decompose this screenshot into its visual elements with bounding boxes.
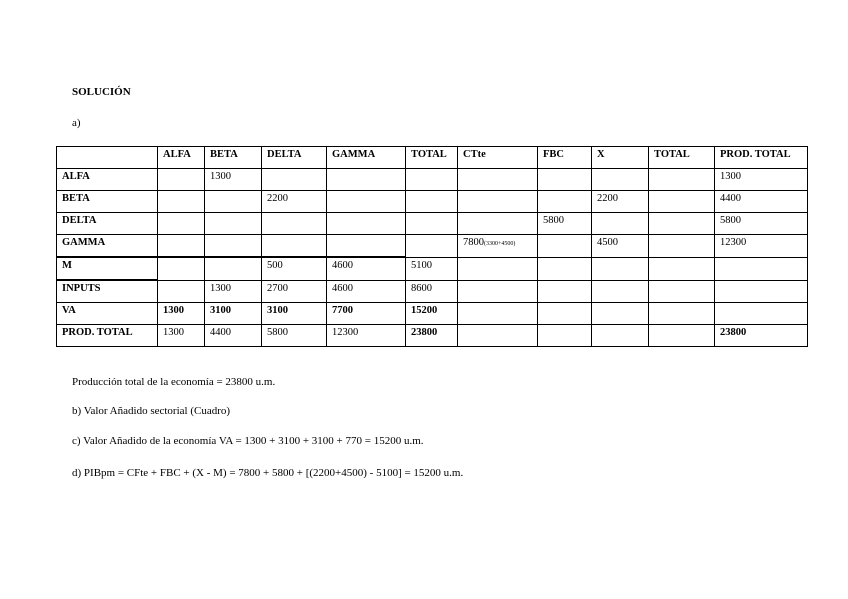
table-cell: 2200: [262, 191, 327, 213]
table-cell: [592, 169, 649, 191]
input-output-table: [56, 146, 808, 347]
row-label: ALFA: [57, 169, 158, 191]
table-row: [57, 325, 808, 347]
row-label: BETA: [57, 191, 158, 213]
table-cell: [649, 169, 715, 191]
col-header: BETA: [205, 147, 262, 169]
table-cell: [158, 280, 205, 303]
table-cell: [715, 257, 808, 280]
row-label: M: [57, 257, 158, 280]
table-cell: 23800: [715, 325, 808, 347]
table-cell: [262, 169, 327, 191]
table-row: [57, 280, 808, 303]
table-cell: 7700: [327, 303, 406, 325]
table-cell: [649, 303, 715, 325]
table-row: [57, 169, 808, 191]
table-cell: [458, 257, 538, 280]
table-cell: 8600: [406, 280, 458, 303]
table-cell: [262, 213, 327, 235]
table-cell: [327, 235, 406, 258]
col-header: X: [592, 147, 649, 169]
table-cell: 4600: [327, 280, 406, 303]
table-cell: [715, 280, 808, 303]
table-cell: 15200: [406, 303, 458, 325]
part-a-label: a): [72, 117, 81, 129]
table-cell-ctte: [458, 235, 538, 258]
table-cell: [538, 325, 592, 347]
table-cell: [406, 169, 458, 191]
table-cell: [538, 235, 592, 258]
table-cell: 23800: [406, 325, 458, 347]
row-label: GAMMA: [57, 235, 158, 258]
table-row: [57, 257, 808, 280]
table-cell: [406, 235, 458, 258]
col-header: PROD. TOTAL: [715, 147, 808, 169]
table-cell: 5100: [406, 257, 458, 280]
total-production-note: Producción total de la economía = 23800 u.m.: [72, 376, 276, 388]
row-label: INPUTS: [57, 280, 158, 303]
table-row: [57, 213, 808, 235]
col-header: TOTAL: [649, 147, 715, 169]
table-cell: [458, 213, 538, 235]
table-cell: [538, 280, 592, 303]
table-cell: 1300: [715, 169, 808, 191]
table-cell: 5800: [262, 325, 327, 347]
table-cell: 1300: [205, 280, 262, 303]
table-cell: [158, 213, 205, 235]
row-label: PROD. TOTAL: [57, 325, 158, 347]
table-cell: [715, 303, 808, 325]
table-cell: [538, 169, 592, 191]
table-cell: [649, 280, 715, 303]
table-cell: [538, 303, 592, 325]
table-cell: [592, 303, 649, 325]
table-cell: 4600: [327, 257, 406, 280]
table-cell: [649, 235, 715, 258]
table-cell: [592, 325, 649, 347]
table-cell: [406, 213, 458, 235]
table-cell: [458, 169, 538, 191]
table-cell: [649, 213, 715, 235]
header-row: [57, 147, 808, 169]
table-cell: [158, 235, 205, 258]
table-cell: 2200: [592, 191, 649, 213]
table-cell: [458, 303, 538, 325]
part-b-note: b) Valor Añadido sectorial (Cuadro): [72, 405, 231, 417]
table-cell: [205, 257, 262, 280]
table-cell: [458, 191, 538, 213]
table-cell: [205, 191, 262, 213]
table-cell: 4400: [715, 191, 808, 213]
table-cell: [649, 325, 715, 347]
table-cell: [649, 191, 715, 213]
table-cell: 5800: [715, 213, 808, 235]
table-cell: 500: [262, 257, 327, 280]
table-cell: 12300: [327, 325, 406, 347]
ctte-breakdown: (3300+4500): [484, 241, 516, 247]
table-cell: 1300: [205, 169, 262, 191]
table-cell: [327, 169, 406, 191]
col-header: DELTA: [262, 147, 327, 169]
table-cell: [327, 213, 406, 235]
table-cell: 5800: [538, 213, 592, 235]
corner-cell: [57, 147, 158, 169]
table-cell: 12300: [715, 235, 808, 258]
table-cell: [205, 213, 262, 235]
table-cell: [327, 191, 406, 213]
table-row: [57, 235, 808, 258]
col-header: FBC: [538, 147, 592, 169]
col-header: ALFA: [158, 147, 205, 169]
table-row: [57, 191, 808, 213]
col-header: GAMMA: [327, 147, 406, 169]
table-row: [57, 303, 808, 325]
table-cell: [406, 191, 458, 213]
table-cell: [538, 191, 592, 213]
table-cell: [262, 235, 327, 258]
table-cell: 4500: [592, 235, 649, 258]
table-cell: [538, 257, 592, 280]
part-d-note: d) PIBpm = CFte + FBC + (X - M) = 7800 + 5800 + [(2200+4500) - 5100] = 15200 u.m.: [72, 467, 464, 479]
table-cell: [592, 257, 649, 280]
table-cell: [592, 280, 649, 303]
table-cell: 3100: [262, 303, 327, 325]
table-cell: 1300: [158, 303, 205, 325]
table-cell: [592, 213, 649, 235]
table-cell: 4400: [205, 325, 262, 347]
section-heading: SOLUCIÓN: [72, 86, 131, 98]
table-cell: [158, 191, 205, 213]
table-cell: [205, 235, 262, 258]
table-cell: [458, 280, 538, 303]
table-cell: [158, 257, 205, 280]
table-cell: 2700: [262, 280, 327, 303]
col-header: CTte: [458, 147, 538, 169]
table-cell: [158, 169, 205, 191]
table-cell: [458, 325, 538, 347]
col-header: TOTAL: [406, 147, 458, 169]
table-cell: 1300: [158, 325, 205, 347]
part-c-note: c) Valor Añadido de la economía VA = 1300 + 3100 + 3100 + 770 = 15200 u.m.: [72, 435, 424, 447]
table-cell: 3100: [205, 303, 262, 325]
row-label: DELTA: [57, 213, 158, 235]
table-cell: [649, 257, 715, 280]
row-label: VA: [57, 303, 158, 325]
ctte-value: 7800: [463, 237, 484, 248]
